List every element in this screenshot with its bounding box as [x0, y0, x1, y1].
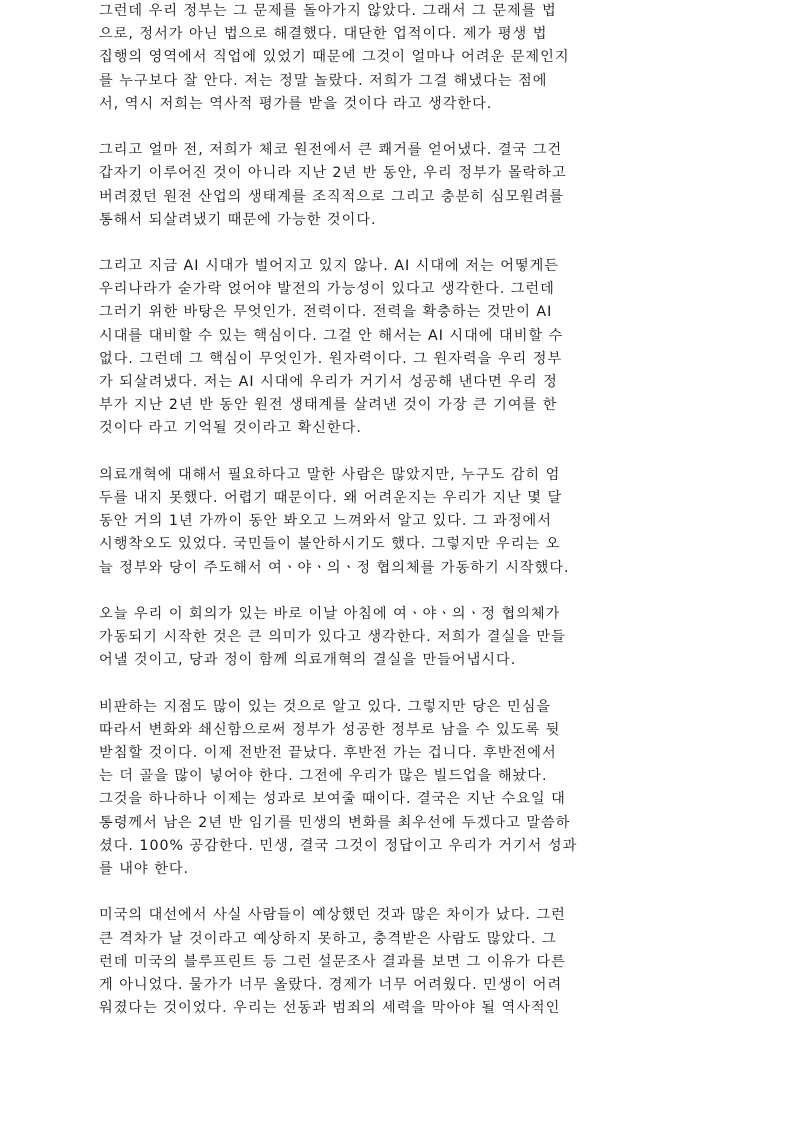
text-line: 오늘 우리 이 회의가 있는 바로 이날 아침에 여ㆍ야ㆍ의ㆍ정 협의체가	[99, 605, 561, 622]
text-line: 받침할 것이다. 이제 전반전 끝났다. 후반전 가는 겁니다. 후반전에서	[99, 745, 557, 761]
paragraph	[99, 904, 693, 1020]
text-line: 의료개혁에 대해서 필요하다고 말한 사람은 많았지만, 누구도 감히 엄	[99, 466, 561, 483]
text-line: 그것을 하나하나 이제는 성과로 보여줄 때이다. 결국은 지난 수요일 대	[99, 791, 566, 808]
text-line: 워졌다는 것이었다. 우리는 선동과 범죄의 세력을 막아야 될 역사적인	[99, 1000, 561, 1017]
paragraph-spacer	[99, 881, 693, 904]
paragraph	[99, 0, 693, 116]
text-line: 없다. 그런데 그 핵심이 무엇인가. 원자력이다. 그 원자력을 우리 정부	[99, 350, 563, 367]
text-line: 셨다. 100% 공감한다. 민생, 결국 그것이 정답이고 우리가 거기서 성과	[99, 837, 578, 854]
text-line: 큰 격차가 날 것이라고 예상하지 못하고, 충격받은 사람도 많았다. 그	[99, 930, 557, 947]
paragraph	[99, 603, 693, 673]
text-line: 그리고 얼마 전, 저희가 체코 원전에서 큰 쾌거를 얻어냈다. 결국 그건	[99, 142, 563, 159]
text-line: 따라서 변화와 쇄신함으로써 정부가 성공한 정부로 남을 수 있도록 뒷	[99, 721, 561, 738]
paragraph	[99, 464, 693, 580]
text-line: 미국의 대선에서 사실 사람들이 예상했던 것과 많은 차이가 났다. 그런	[99, 907, 566, 924]
text-line: 두를 내지 못했다. 어렵기 때문이다. 왜 어려운지는 우리가 지난 몇 달	[99, 489, 563, 506]
text-line: 가 되살려냈다. 저는 AI 시대에 우리가 거기서 성공해 낸다면 우리 정	[99, 374, 558, 390]
text-line: 시대를 대비할 수 있는 핵심이다. 그걸 안 해서는 AI 시대에 대비할 수	[99, 327, 564, 344]
text-line: 통해서 되살려냈기 때문에 가능한 것이다.	[99, 211, 377, 228]
text-line: 것이다 라고 기억될 것이라고 확신한다.	[99, 420, 362, 437]
text-line: 서, 역시 저희는 역사적 평가를 받을 것이다 라고 생각한다.	[99, 95, 493, 112]
paragraph	[99, 139, 693, 232]
text-line: 집행의 영역에서 직업에 있었기 때문에 그것이 얼마나 어려운 문제인지	[99, 49, 570, 66]
text-line: 비판하는 지점도 많이 있는 것으로 알고 있다. 그렇지만 당은 민심을	[99, 698, 552, 715]
text-line: 버려졌던 원전 산업의 생태계를 조직적으로 그리고 충분히 심모원려를	[99, 188, 565, 205]
text-line: 그리고 지금 AI 시대가 벌어지고 있지 않나. AI 시대에 저는 어떻게든	[99, 258, 560, 275]
text-line: 는 더 골을 많이 넣어야 한다. 그전에 우리가 많은 빌드업을 해놨다.	[99, 768, 548, 785]
paragraph-spacer	[99, 441, 693, 464]
text-line: 갑자기 이루어진 것이 아니라 지난 2년 반 동안, 우리 정부가 몰락하고	[99, 165, 567, 182]
paragraph-spacer	[99, 232, 693, 255]
text-line: 그러기 위한 바탕은 무엇인가. 전력이다. 전력을 확충하는 것만이 AI	[99, 304, 553, 321]
text-line: 통령께서 남은 2년 반 임기를 민생의 변화를 최우선에 두겠다고 말씀하	[99, 814, 571, 831]
text-line: 게 아니었다. 물가가 너무 올랐다. 경제가 너무 어려웠다. 민생이 어려	[99, 976, 563, 993]
text-line: 우리나라가 숟가락 얹어야 발전의 가능성이 있다고 생각한다. 그런데	[99, 281, 555, 298]
text-line: 으로, 정서가 아닌 법으로 해결했다. 대단한 업적이다. 제가 평생 법	[99, 26, 548, 43]
text-line: 어낼 것이고, 당과 정이 함께 의료개혁의 결실을 만들어냅시다.	[99, 652, 517, 669]
text-line: 동안 거의 1년 가까이 동안 봐오고 느껴와서 알고 있다. 그 과정에서	[99, 513, 552, 530]
paragraph-spacer	[99, 672, 693, 695]
paragraph	[99, 255, 693, 441]
paragraph	[99, 696, 693, 882]
paragraph-spacer	[99, 116, 693, 139]
document-body	[99, 0, 693, 1020]
text-line: 를 누구보다 잘 안다. 저는 정말 놀랐다. 저희가 그걸 해냈다는 점에	[99, 72, 548, 89]
text-line: 런데 미국의 블루프린트 등 그런 설문조사 결과를 보면 그 이유가 다른	[99, 953, 566, 970]
paragraph-spacer	[99, 580, 693, 603]
text-line: 시행착오도 있었다. 국민들이 불안하시기도 했다. 그렇지만 우리는 오	[99, 536, 561, 553]
text-line: 그런데 우리 정부는 그 문제를 돌아가지 않았다. 그래서 그 문제를 법	[99, 3, 557, 19]
text-line: 부가 지난 2년 반 동안 원전 생태계를 살려낸 것이 가장 큰 기여를 한	[99, 397, 558, 414]
text-line: 를 내야 한다.	[99, 860, 190, 877]
text-line: 늘 정부와 당이 주도해서 여ㆍ야ㆍ의ㆍ정 협의체를 가동하기 시작했다.	[99, 559, 570, 576]
text-line: 가동되기 시작한 것은 큰 의미가 있다고 생각한다. 저희가 결실을 만들	[99, 629, 566, 646]
